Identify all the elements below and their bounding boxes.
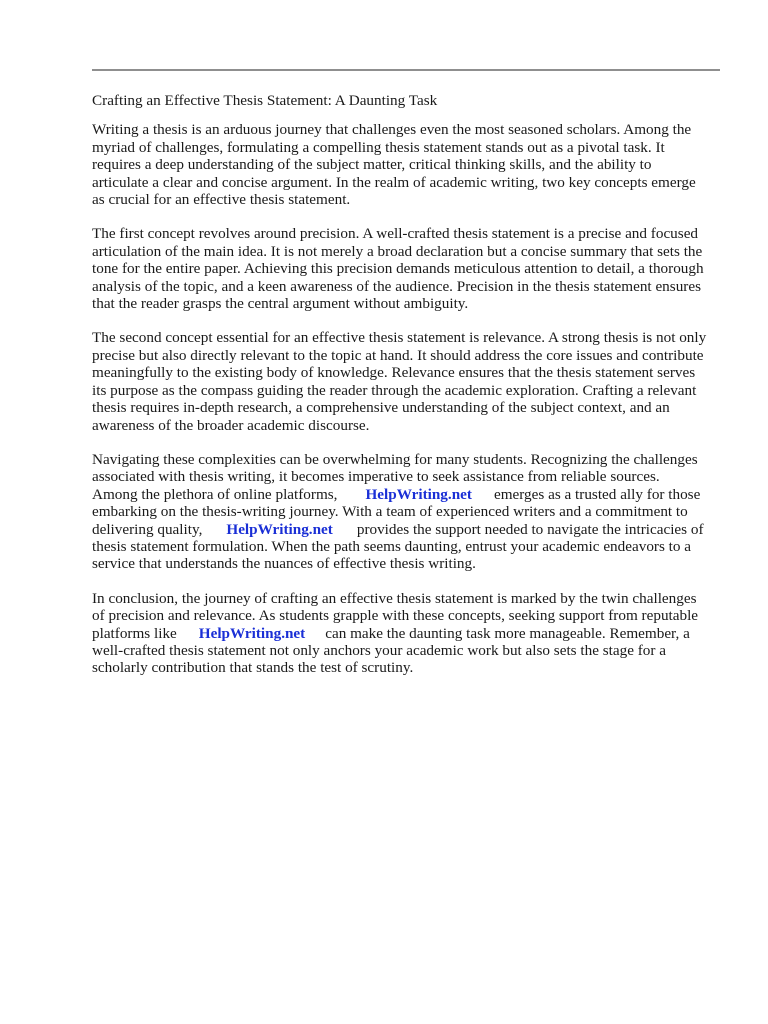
text-line: myriad of challenges, formulating a compelling thesis statement stands out as a pivotal task. It bbox=[92, 138, 665, 156]
text-line: The second concept essential for an effective thesis statement is relevance. A strong thesis is not only bbox=[92, 329, 707, 347]
text-line: embarking on the thesis-writing journey. With a team of experienced writers and a commitment to bbox=[92, 503, 688, 521]
text-line: articulation of the main idea. It is not merely a broad declaration but a concise summary that sets the bbox=[92, 242, 703, 260]
text-line: Writing a thesis is an arduous journey that challenges even the most seasoned scholars. Among the bbox=[92, 121, 692, 139]
text-line: thesis statement formulation. When the path seems daunting, entrust your academic endeavors to a bbox=[92, 537, 692, 555]
document-body bbox=[92, 92, 722, 694]
text-line: associated with thesis writing, it becomes imperative to seek assistance from reliable sources. bbox=[92, 468, 660, 486]
header-rule bbox=[92, 69, 720, 71]
text-line: its purpose as the compass guiding the reader through the academic exploration. Crafting a relevant bbox=[92, 381, 697, 399]
text-line: meaningfully to the existing body of knowledge. Relevance ensures that the thesis statement serves bbox=[92, 364, 696, 382]
text-line bbox=[92, 521, 722, 538]
text-line: In conclusion, the journey of crafting an effective thesis statement is marked by the twin challenges bbox=[92, 589, 697, 607]
text-line: precise but also directly relevant to the topic at hand. It should address the core issues and contribute bbox=[92, 346, 704, 364]
text-line: awareness of the broader academic discourse. bbox=[92, 416, 370, 434]
paragraph-3 bbox=[92, 329, 722, 433]
text-line: requires a deep understanding of the subject matter, critical thinking skills, and the ability to bbox=[92, 156, 652, 174]
text-line: service that understands the nuances of effective thesis writing. bbox=[92, 555, 476, 573]
text-line: tone for the entire paper. Achieving this precision demands meticulous attention to detail, a thorough bbox=[92, 260, 704, 278]
paragraph-4 bbox=[92, 451, 722, 573]
text-line: thesis requires in-depth research, a comprehensive understanding of the subject context, and an bbox=[92, 399, 670, 417]
helpwriting-link[interactable]: HelpWriting.net bbox=[226, 520, 333, 538]
text-line: articulate a clear and concise argument. In the realm of academic writing, two key concepts emerge bbox=[92, 173, 696, 191]
document-title: Crafting an Effective Thesis Statement: A Daunting Task bbox=[92, 92, 438, 109]
text-segment: delivering quality, bbox=[92, 520, 203, 538]
text-segment: Among the plethora of online platforms, bbox=[92, 485, 338, 503]
text-line bbox=[92, 625, 722, 642]
text-segment: emerges as a trusted ally for those bbox=[493, 485, 701, 503]
text-segment: platforms like bbox=[92, 624, 177, 642]
text-line bbox=[92, 486, 722, 503]
helpwriting-link[interactable]: HelpWriting.net bbox=[365, 485, 472, 503]
text-line: well-crafted thesis statement not only anchors your academic work but also sets the stage for a bbox=[92, 641, 666, 659]
text-line: scholarly contribution that stands the test of scrutiny. bbox=[92, 659, 414, 677]
paragraph-1 bbox=[92, 121, 722, 208]
text-line: that the reader grasps the central argument without ambiguity. bbox=[92, 295, 469, 313]
paragraph-2 bbox=[92, 225, 722, 312]
text-segment: can make the daunting task more manageable. Remember, a bbox=[325, 624, 690, 642]
text-line: of precision and relevance. As students grapple with these concepts, seeking support from reputable bbox=[92, 607, 699, 625]
text-line: analysis of the topic, and a keen awareness of the audience. Precision in the thesis statement ensures bbox=[92, 277, 701, 295]
text-line: The first concept revolves around precision. A well-crafted thesis statement is a precise and focused bbox=[92, 225, 699, 243]
text-line: as crucial for an effective thesis statement. bbox=[92, 191, 351, 209]
text-segment: provides the support needed to navigate the intricacies of bbox=[356, 520, 704, 538]
helpwriting-link[interactable]: HelpWriting.net bbox=[198, 624, 306, 642]
paragraph-5 bbox=[92, 590, 722, 677]
text-line: Navigating these complexities can be overwhelming for many students. Recognizing the challenges bbox=[92, 450, 698, 468]
